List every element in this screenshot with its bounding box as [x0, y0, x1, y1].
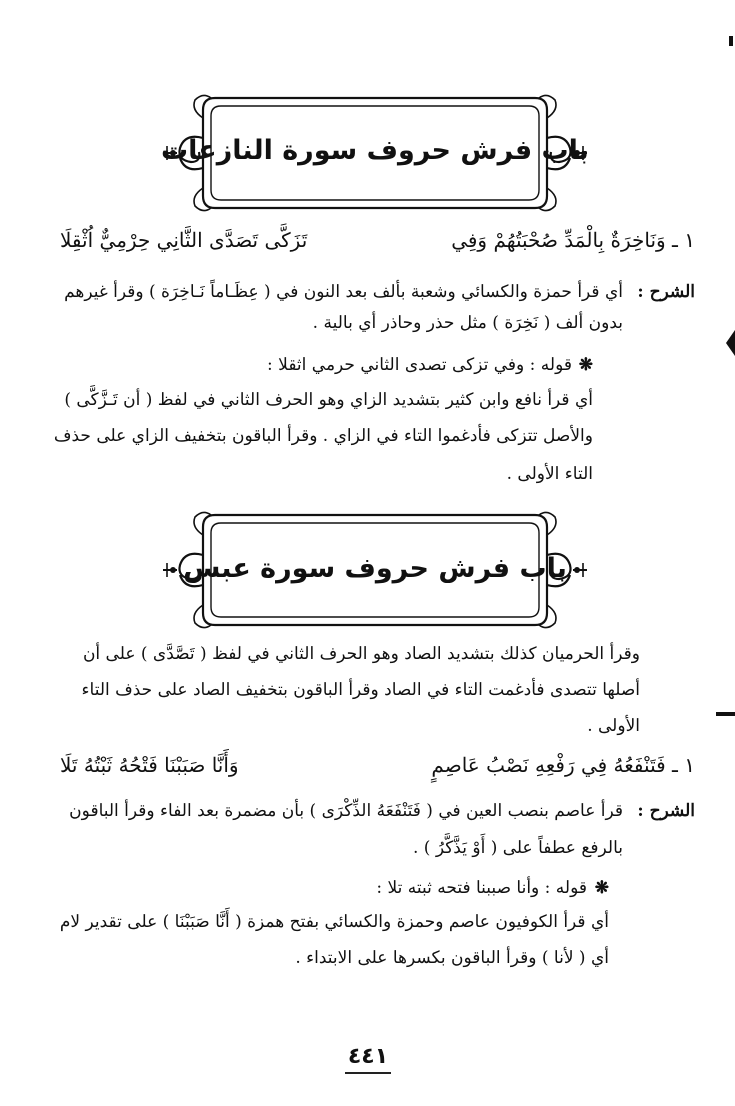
verse-text-right: وَنَاخِرَةٌ بِالْمَدِّ صُحْبَتُهُمْ وَفِي — [451, 228, 666, 252]
note-line: والأصل تتزكى فأدغموا التاء في الزاي . وقرأ الباقون بتخفيف الزاي على حذف — [53, 426, 593, 446]
verse-right-hemistich — [451, 230, 695, 250]
scan-edge-mark — [726, 330, 735, 356]
verse-right-hemistich — [431, 755, 695, 775]
commentary-line: بدون ألف ( نَخِرَة ) مثل حذر وحاذر أي بالية . — [312, 313, 623, 333]
commentary-label: الشرح : — [637, 801, 695, 821]
chapter-title: باب فرش حروف سورة النازعات — [161, 135, 589, 166]
page-number: ٤٤١ — [347, 1044, 389, 1069]
note-line: أي ( لأنا ) وقرأ الباقون بكسرها على الابتداء . — [295, 948, 609, 968]
verse-left-hemistich: تَزَكَّى تَصَدَّى الثَّانِي حِرْمِيٌّ اُثْقِلَا — [60, 228, 308, 252]
scan-edge-mark — [729, 36, 733, 46]
verse-text-right: فَتَنْفَعُهُ فِي رَفْعِهِ نَصْبُ عَاصِمٍ — [431, 753, 666, 777]
page-number-rule — [345, 1072, 391, 1074]
scan-edge-mark — [716, 712, 735, 716]
note-star-icon: ❋ — [594, 878, 609, 898]
paragraph-line: أصلها تتصدى فأدغمت التاء في الصاد وقرأ الباقون بتخفيف الصاد على حذف التاء — [81, 680, 640, 700]
chapter-title-cartouche — [155, 88, 595, 218]
note-line: أي قرأ الكوفيون عاصم وحمزة والكسائي بفتح همزة ( أَنَّا صَبَبْنَا ) على تقدير لام — [59, 912, 609, 932]
note-line: التاء الأولى . — [506, 464, 593, 484]
paragraph-line: وقرأ الحرميان كذلك بتشديد الصاد وهو الحرف الثاني في لفظ ( تَصَّدَّى ) على أن — [82, 644, 640, 664]
commentary-label: الشرح : — [637, 282, 695, 302]
note-heading: قوله : وأنا صببنا فتحه ثبته تلا : — [376, 878, 587, 898]
commentary-line: أي قرأ حمزة والكسائي وشعبة بألف بعد النون في ( عِظَـاماً نَـاخِرَة ) وقرأ غيرهم — [64, 282, 623, 302]
note-star-icon: ❋ — [578, 355, 593, 375]
note-line: أي قرأ نافع وابن كثير بتشديد الزاي وهو الحرف الثاني في لفظ ( أن تَـزَّكَّى ) — [64, 390, 593, 410]
commentary-line: بالرفع عطفاً على ( أَوْ يَذَّكَّرُ ) . — [412, 838, 623, 858]
paragraph-line: الأولى . — [587, 716, 640, 736]
verse-number: ١ ـ — [672, 228, 695, 252]
commentary-line: قرأ عاصم بنصب العين في ( فَتَنْفَعَهُ الذِّكْرَى ) بأن مضمرة بعد الفاء وقرأ الباقون — [69, 801, 623, 821]
note-heading: قوله : وفي تزكى تصدى الثاني حرمي اثقلا : — [267, 355, 572, 375]
verse-number: ١ ـ — [672, 753, 695, 777]
chapter-title: باب فرش حروف سورة عبس — [183, 553, 567, 584]
verse-left-hemistich: وَأَنَّا صَبَبْنَا فَتْحُهُ ثَبْتُهُ تَلَا — [60, 753, 239, 777]
chapter-title-cartouche — [155, 505, 595, 635]
